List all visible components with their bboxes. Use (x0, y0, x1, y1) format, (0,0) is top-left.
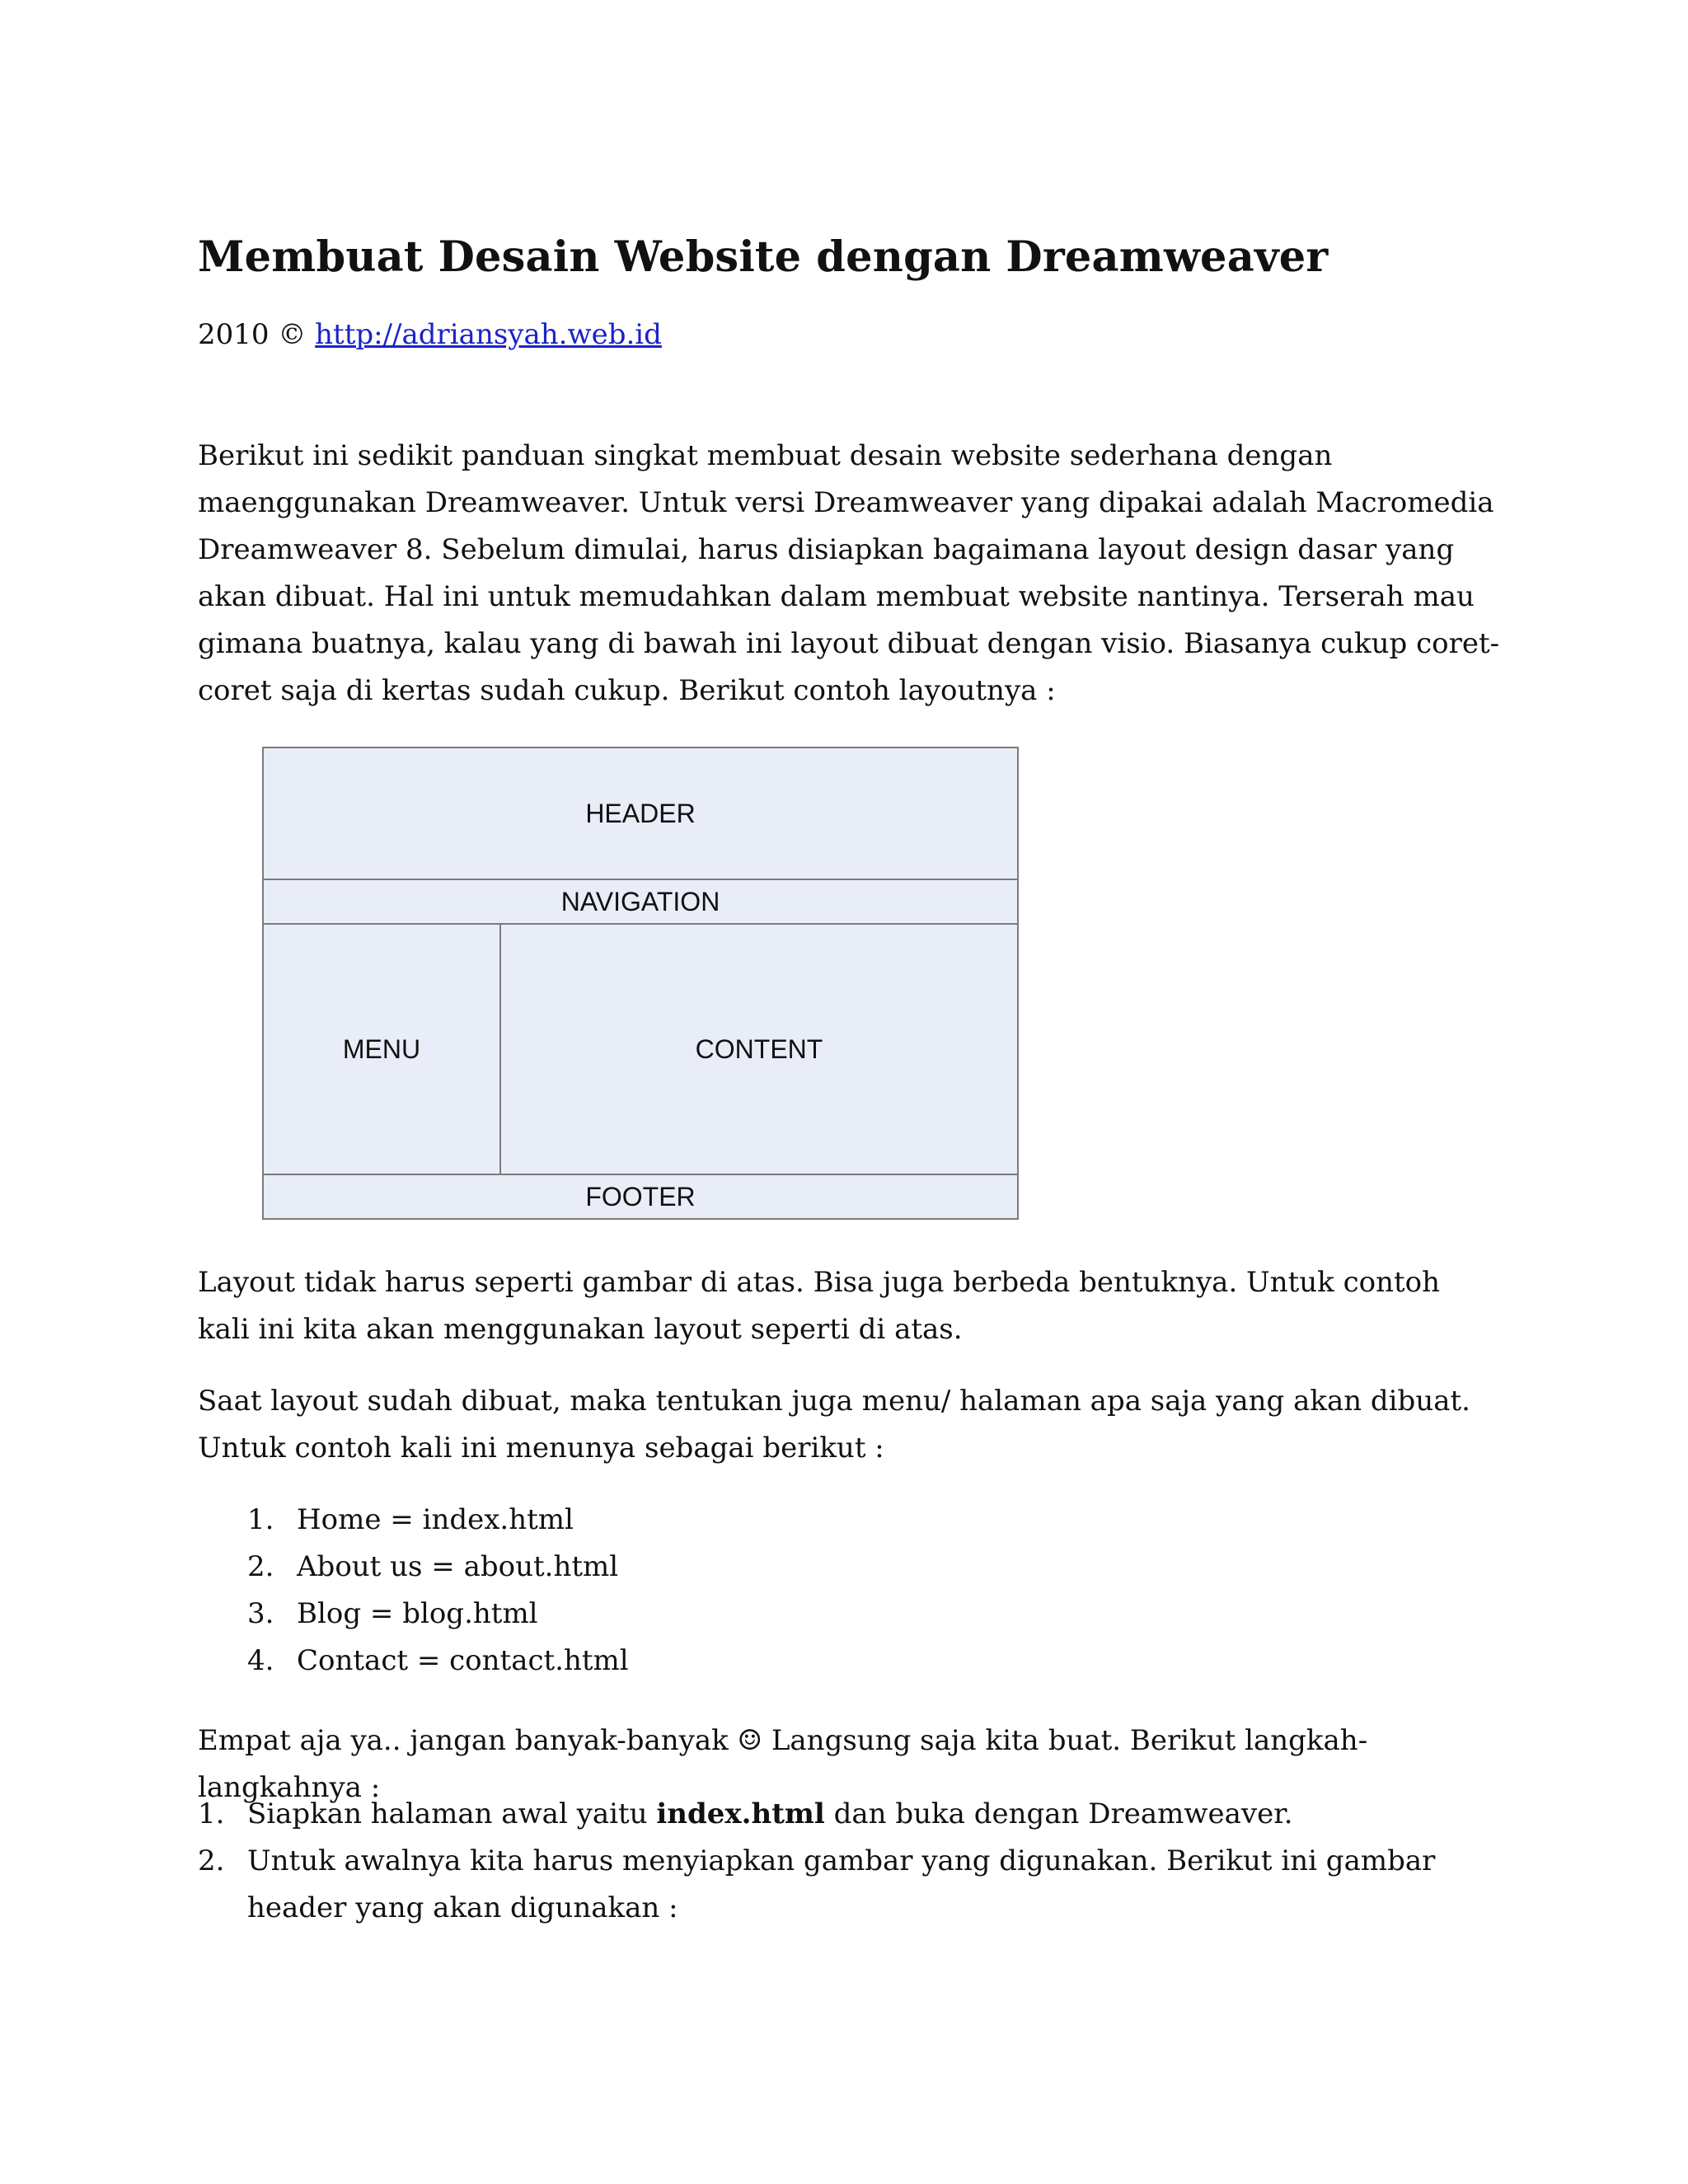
menu-page-list (247, 1497, 629, 1685)
step-item (198, 1838, 1500, 1932)
diagram-content-block: CONTENT (501, 925, 1017, 1175)
list-text: Contact = contact.html (297, 1644, 629, 1677)
diagram-menu-block: MENU (264, 925, 501, 1175)
step-number: 2. (198, 1844, 225, 1877)
list-number: 4. (247, 1644, 274, 1677)
copyright-prefix: 2010 © (198, 318, 316, 351)
intro-paragraph: Berikut ini sedikit panduan singkat membuat desain website sederhana dengan maenggunakan Dreamweaver. Untuk versi Dreamweaver yang dipakai adalah Macromedia Dreamweaver 8. Sebelum dimulai, harus disiapkan bagaimana layout design dasar yang akan dibuat. Hal ini untuk memudahkan dalam membuat website nantinya. Terserah mau gimana buatnya, kalau yang di bawah ini layout dibuat dengan visio. Biasanya cukup coret-coret saja di kertas sudah cukup. Berikut contoh layoutnya : (198, 439, 1500, 707)
diagram-header-block: HEADER (264, 748, 1017, 880)
step-number: 1. (198, 1797, 225, 1830)
step-text: Siapkan halaman awal yaitu index.html dan buka dengan Dreamweaver. (247, 1797, 1293, 1830)
website-link[interactable]: http://adriansyah.web.id (315, 318, 662, 351)
copyright-line (198, 318, 662, 351)
list-text: About us = about.html (297, 1550, 619, 1583)
diagram-navigation-block: NAVIGATION (264, 880, 1017, 925)
layout-diagram (262, 747, 1019, 1220)
list-text: Blog = blog.html (297, 1597, 538, 1630)
list-item (247, 1497, 629, 1544)
document-title: Membuat Desain Website dengan Dreamweaver (198, 232, 1329, 282)
list-item (247, 1544, 629, 1591)
step-text: Untuk awalnya kita harus menyiapkan gambar yang digunakan. Berikut ini gambar header yang akan digunakan : (247, 1844, 1436, 1924)
step-item (198, 1791, 1500, 1838)
steps-list (198, 1791, 1500, 1932)
list-item (247, 1638, 629, 1685)
list-number: 2. (247, 1550, 274, 1583)
list-number: 3. (247, 1597, 274, 1630)
four-pages-paragraph: Empat aja ya.. jangan banyak-banyak ☺ Langsung saja kita buat. Berikut langkah-langkahnya : (198, 1724, 1368, 1804)
layout-note-paragraph: Layout tidak harus seperti gambar di atas. Bisa juga berbeda bentuknya. Untuk contoh kali ini kita akan menggunakan layout seperti di atas. (198, 1266, 1441, 1346)
list-item (247, 1591, 629, 1638)
list-number: 1. (247, 1503, 274, 1536)
list-text: Home = index.html (297, 1503, 574, 1536)
filename-bold: index.html (656, 1797, 825, 1830)
diagram-footer-block: FOOTER (585, 1181, 696, 1212)
menu-intro-paragraph: Saat layout sudah dibuat, maka tentukan juga menu/ halaman apa saja yang akan dibuat. Untuk contoh kali ini menunya sebagai berikut : (198, 1385, 1470, 1465)
